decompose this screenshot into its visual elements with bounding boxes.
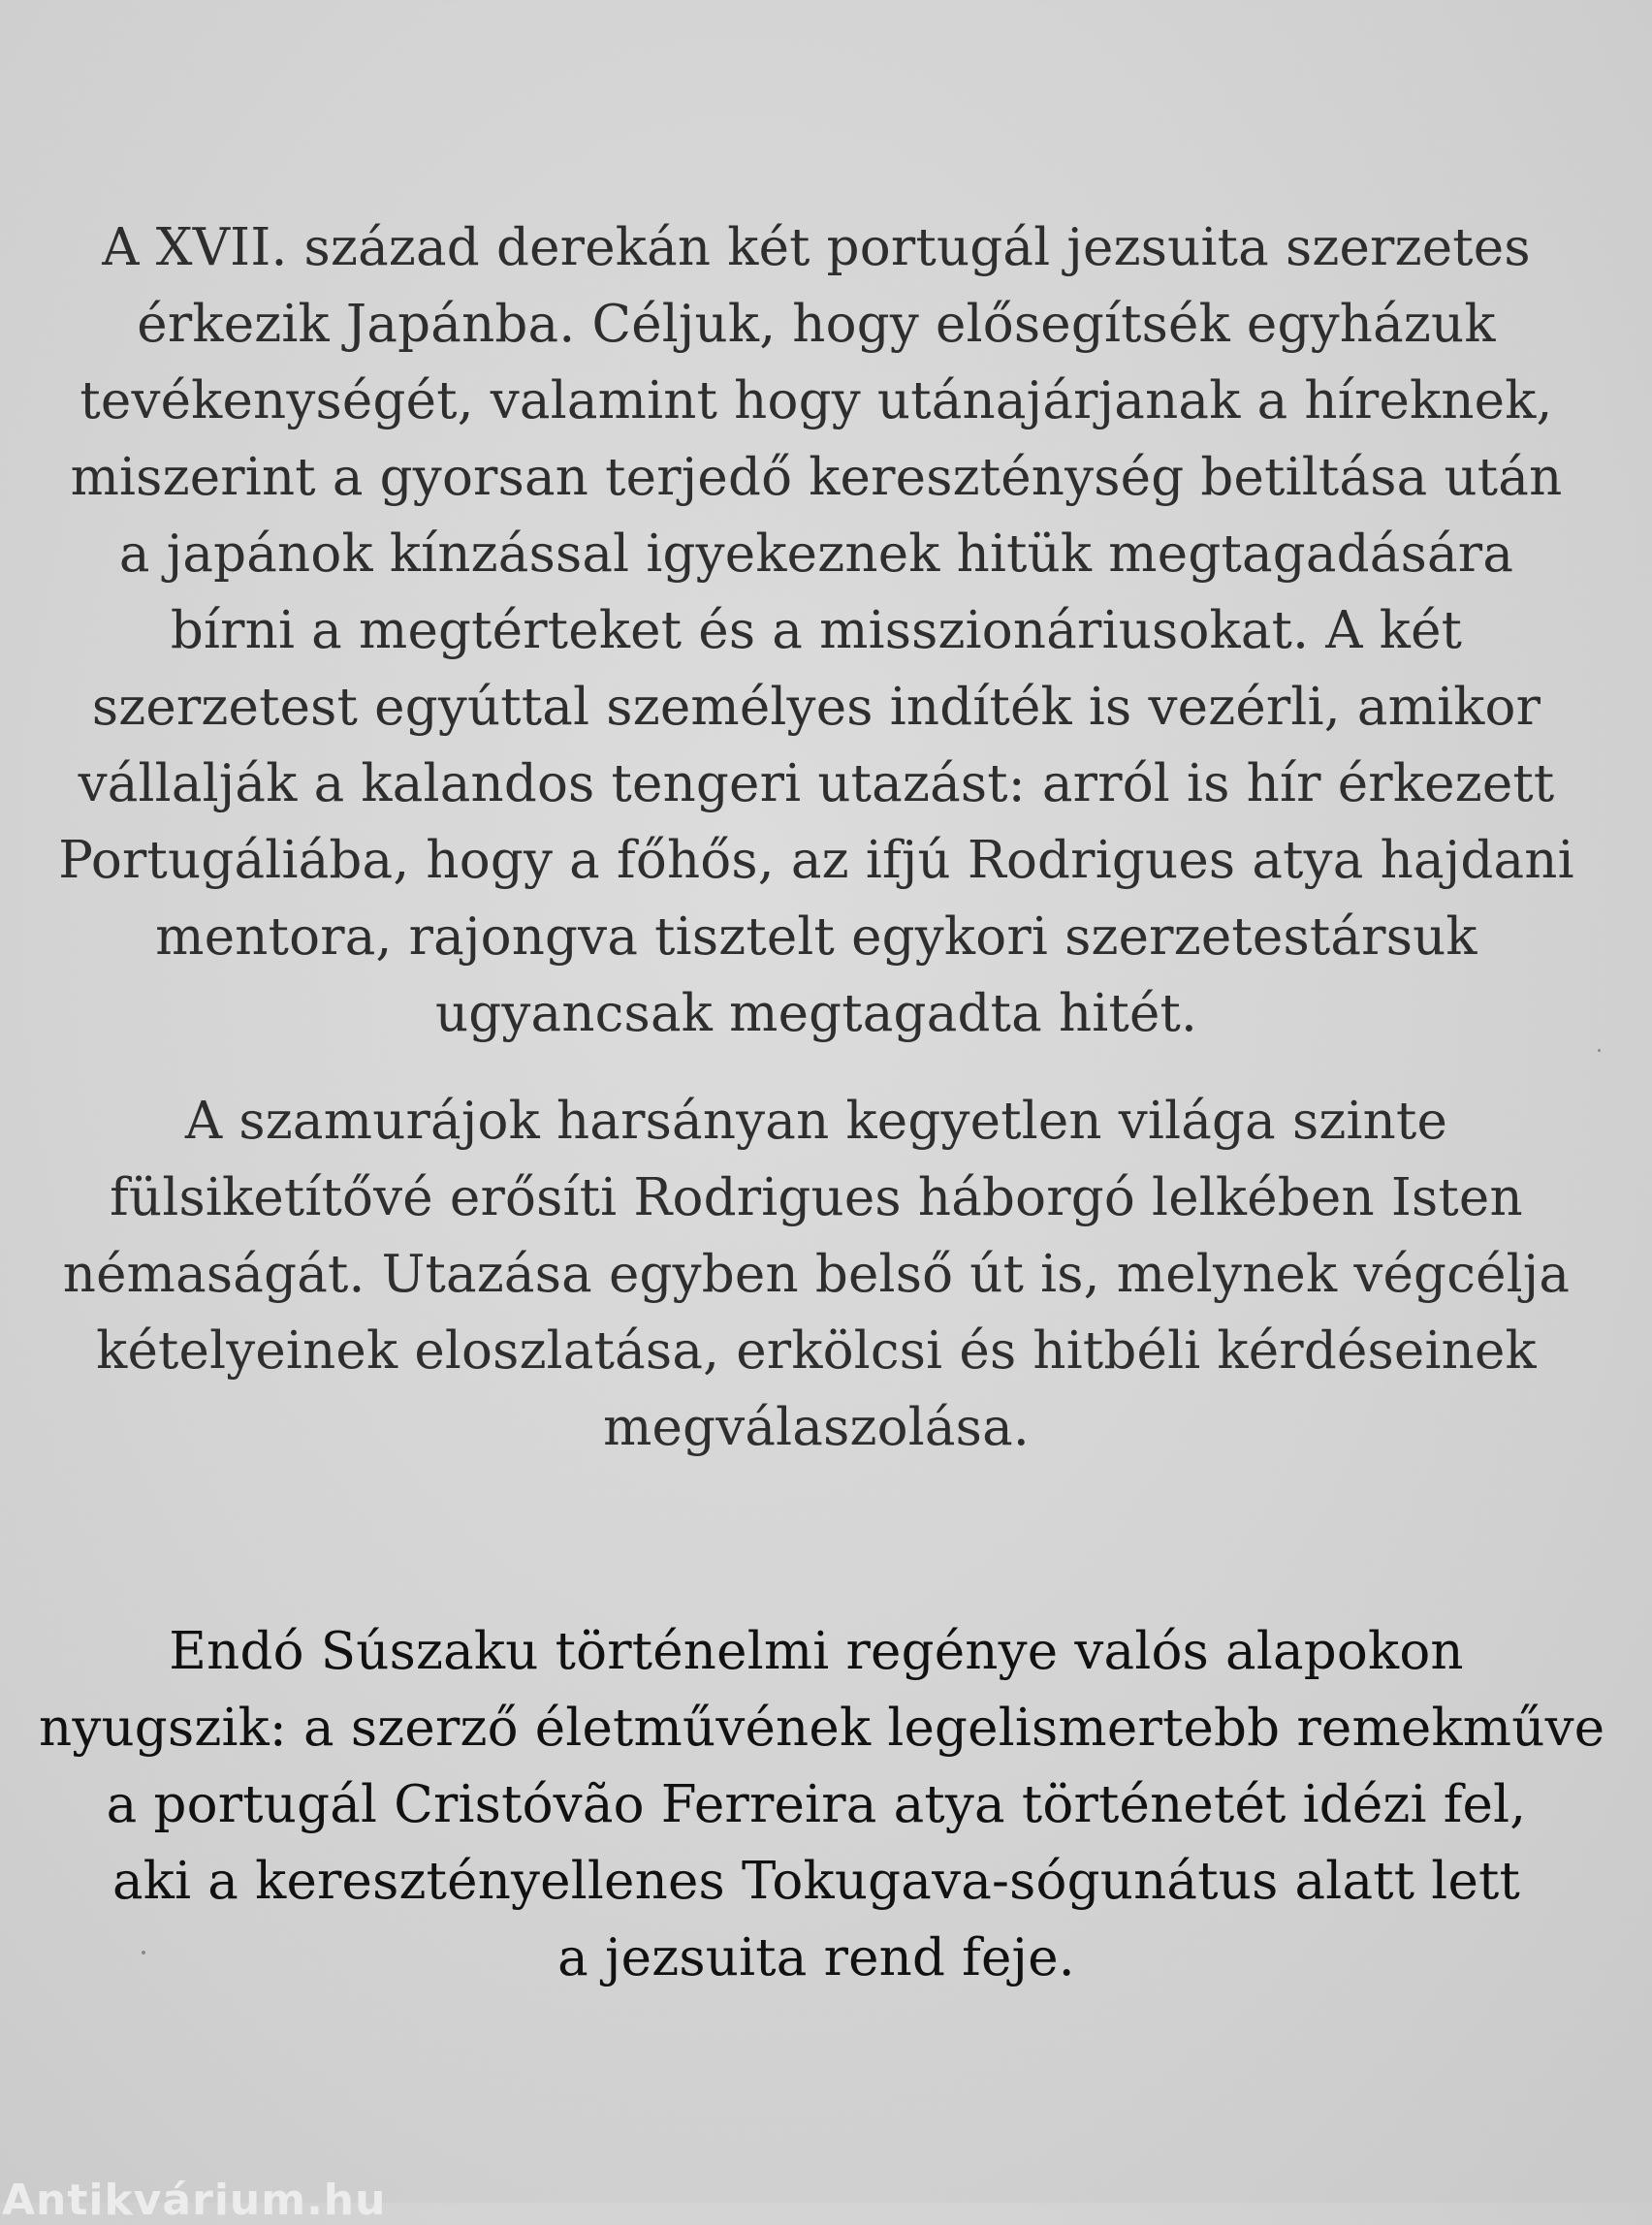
text-line: érkezik Japánba. Céljuk, hogy elősegítsék egyházuk <box>137 295 1496 354</box>
synopsis-paragraph-1 <box>39 209 1594 1052</box>
text-line: kételyeinek eloszlatása, erkölcsi és hitbéli kérdéseinek <box>96 1321 1537 1381</box>
text-line: ugyancsak megtagadta hitét. <box>434 984 1198 1043</box>
text-line: A szamurájok harsányan kegyetlen világa szinte <box>184 1092 1448 1151</box>
paper-speck <box>142 1951 145 1955</box>
text-line: Endó Súszaku történelmi regénye valós alapokon <box>169 1622 1464 1681</box>
author-note-paragraph <box>39 1613 1605 1996</box>
text-line: némaságát. Utazása egyben belső út is, melynek végcélja <box>62 1245 1571 1304</box>
synopsis-paragraph-2 <box>39 1083 1594 1466</box>
text-line: a japánok kínzással igyekeznek hitük megtagadására <box>118 524 1514 584</box>
text-line: vállalják a kalandos tengeri utazást: arról is hír érkezett <box>78 754 1555 813</box>
text-line: nyugszik: a szerző életművének legelismertebb remekműve <box>39 1699 1605 1758</box>
text-line: tevékenységét, valamint hogy utánajárjanak a híreknek, <box>79 371 1553 430</box>
text-line: a jezsuita rend feje. <box>557 1928 1075 1987</box>
text-line: megválaszolása. <box>603 1398 1030 1457</box>
text-line: szerzetest egyúttal személyes indíték is vezérli, amikor <box>91 678 1541 737</box>
text-line: a portugál Cristóvão Ferreira atya történetét idézi fel, <box>106 1775 1527 1834</box>
paper-speck <box>1598 1049 1601 1052</box>
text-line: miszerint a gyorsan terjedő kereszténység betiltása után <box>70 448 1563 507</box>
text-line: A XVII. század derekán két portugál jezsuita szerzetes <box>102 218 1531 277</box>
text-line: fülsiketítővé erősíti Rodrigues háborgó lelkében Isten <box>110 1168 1523 1227</box>
text-line: bírni a megtérteket és a misszionáriusokat. A két <box>170 601 1463 660</box>
watermark: Antikvárium.hu <box>2 2176 387 2225</box>
text-line: Portugáliába, hogy a főhős, az ifjú Rodrigues atya hajdani <box>58 831 1574 890</box>
text-line: mentora, rajongva tisztelt egykori szerzetestársuk <box>155 907 1477 967</box>
text-line: aki a keresztényellenes Tokugava-sógunátus alatt lett <box>111 1852 1521 1911</box>
